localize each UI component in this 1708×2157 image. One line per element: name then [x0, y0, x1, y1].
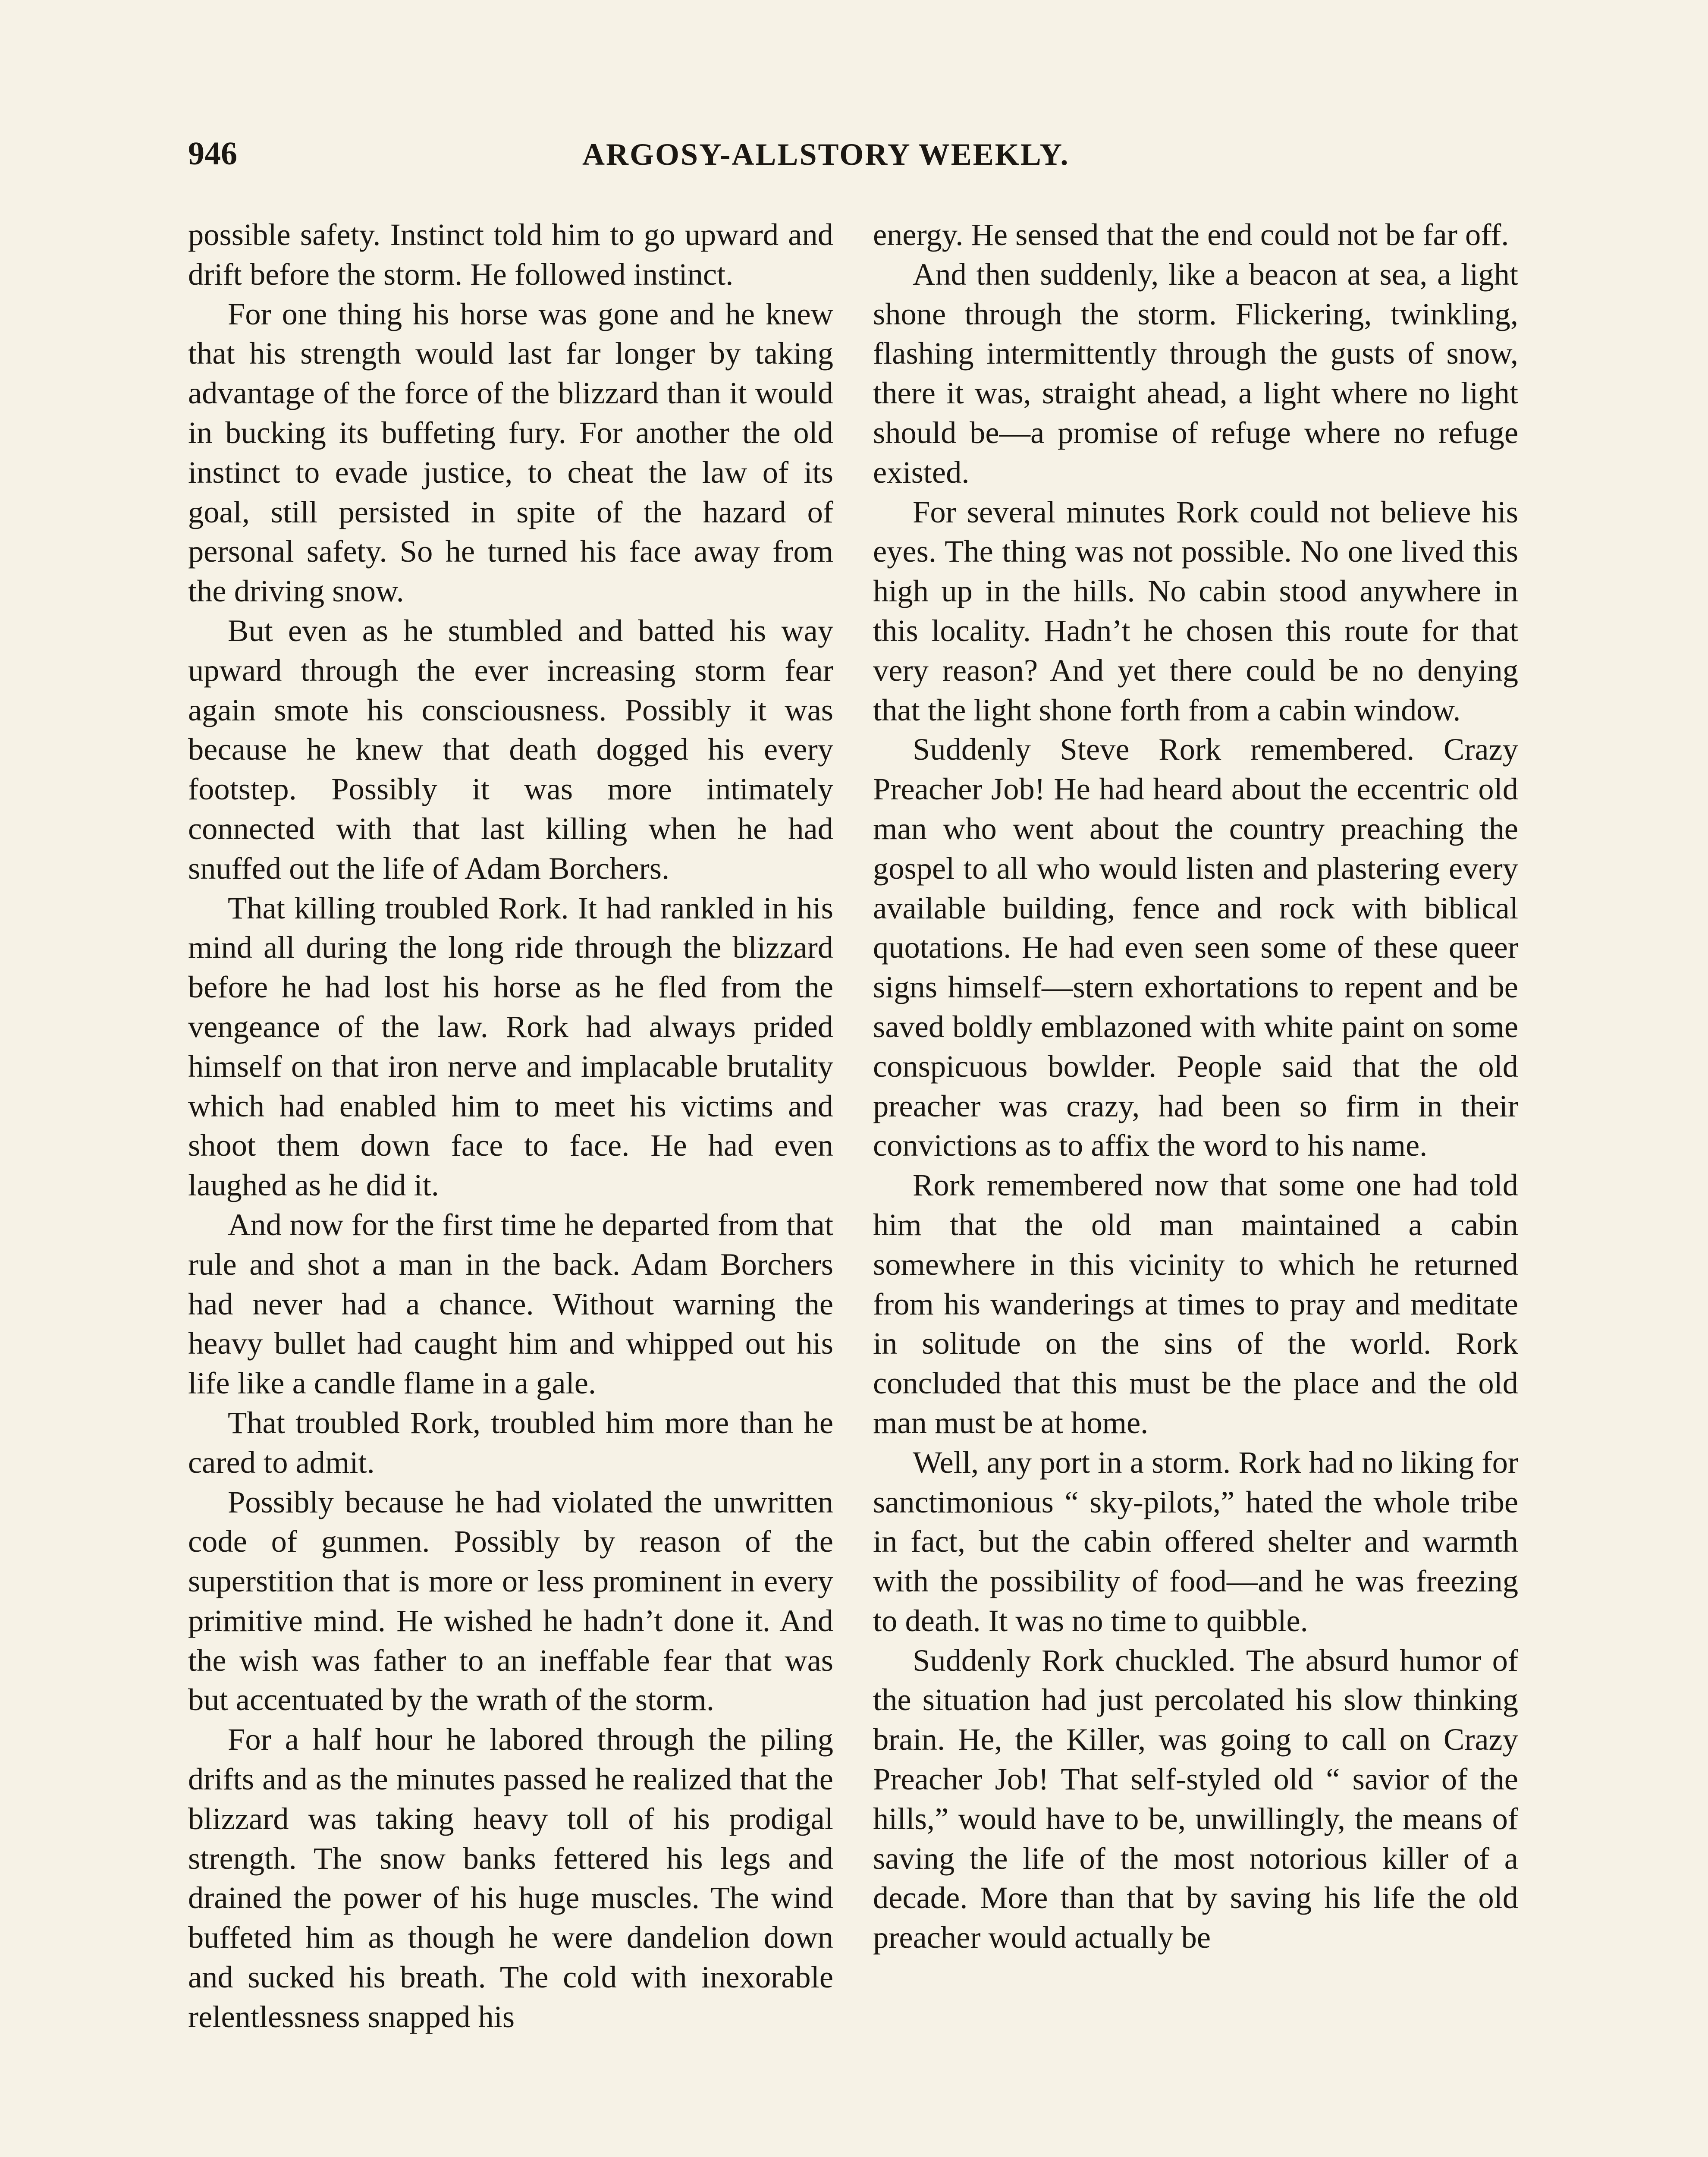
page-number: 946 [188, 135, 237, 172]
paragraph: But even as he stumbled and batted his way upward through the ever increasing storm fear again smote his consciousness. Possibly it was because he knew that death dogged his every footstep. Possibly it was more intimately connected with that last killing when he had snuffed out the life of Adam Borchers. [188, 613, 833, 886]
paragraph: energy. He sensed that the end could not be far off. [873, 217, 1509, 252]
paragraph: Suddenly Rork chuckled. The absurd humor of the situation had just percolated his slow thinking brain. He, the Killer, was going to call on Crazy Preacher Job! That self-styled old “ savior of the hills,” would have to be, unwillingly, the means of saving the life of the most notorious killer of a decade. More than that by saving his life the old preacher would actually be [873, 1642, 1518, 1955]
paragraph: Suddenly Steve Rork remembered. Crazy Preacher Job! He had heard about the eccentric old man who went about the country preaching the gospel to all who would listen and plastering every available building, fence and rock with biblical quotations. He had even seen some of these queer signs himself—stern exhortations to repent and be saved boldly emblazoned with white paint on some conspicuous bowlder. People said that the old preacher was crazy, had been so firm in their convictions as to affix the word to his name. [873, 732, 1518, 1163]
paragraph: And then suddenly, like a beacon at sea, a light shone through the storm. Flickering, twinkling, flashing intermittently through the gusts of snow, there it was, straight ahead, a light where no light should be—a promise of refuge where no refuge existed. [873, 256, 1518, 490]
paragraph: And now for the first time he departed from that rule and shot a man in the back. Adam Borchers had never had a chance. Without warning the heavy bullet had caught him and whipped out his life like a candle flame in a gale. [188, 1207, 833, 1401]
right-column [873, 215, 1518, 1957]
paragraph: possible safety. Instinct told him to go upward and drift before the storm. He followed instinct. [188, 217, 833, 292]
paragraph: Rork remembered now that some one had told him that the old man maintained a cabin somewhere in this vicinity to which he returned from his wanderings at times to pray and meditate in solitude on the sins of the world. Rork concluded that this must be the place and the old man must be at home. [873, 1167, 1518, 1440]
paragraph: For one thing his horse was gone and he knew that his strength would last far longer by taking advantage of the force of the blizzard than it would in bucking its buffeting fury. For another the old instinct to evade justice, to cheat the law of its goal, still persisted in spite of the hazard of personal safety. So he turned his face away from the driving snow. [188, 296, 833, 609]
paragraph: For a half hour he labored through the piling drifts and as the minutes passed he realized that the blizzard was taking heavy toll of his prodigal strength. The snow banks fettered his legs and drained the power of his huge muscles. The wind buffeted him as though he were dandelion down and sucked his breath. The cold with inexorable relentlessness snapped his [188, 1722, 833, 2034]
paragraph: That troubled Rork, troubled him more than he cared to admit. [188, 1405, 833, 1480]
paragraph: For several minutes Rork could not believe his eyes. The thing was not possible. No one lived this high up in the hills. No cabin stood anywhere in this locality. Hadn’t he chosen this route for that very reason? And yet there could be no denying that the light shone forth from a cabin window. [873, 494, 1518, 727]
left-column [188, 215, 833, 2037]
paragraph: Well, any port in a storm. Rork had no liking for sanctimonious “ sky-pilots,” hated the whole tribe in fact, but the cabin offered shelter and warmth with the possibility of food—and he was freezing to death. It was no time to quibble. [873, 1444, 1518, 1638]
paragraph: Possibly because he had violated the unwritten code of gunmen. Possibly by reason of the superstition that is more or less prominent in every primitive mind. He wished he hadn’t done it. And the wish was father to an ineffable fear that was but accentuated by the wrath of the storm. [188, 1484, 833, 1717]
running-head: ARGOSY-ALLSTORY WEEKLY. [582, 137, 1070, 172]
paragraph: That killing troubled Rork. It had rankled in his mind all during the long ride through the blizzard before he had lost his horse as he fled from the vengeance of the law. Rork had always prided himself on that iron nerve and implacable brutality which had enabled him to meet his victims and shoot them down face to face. He had even laughed as he did it. [188, 890, 833, 1203]
